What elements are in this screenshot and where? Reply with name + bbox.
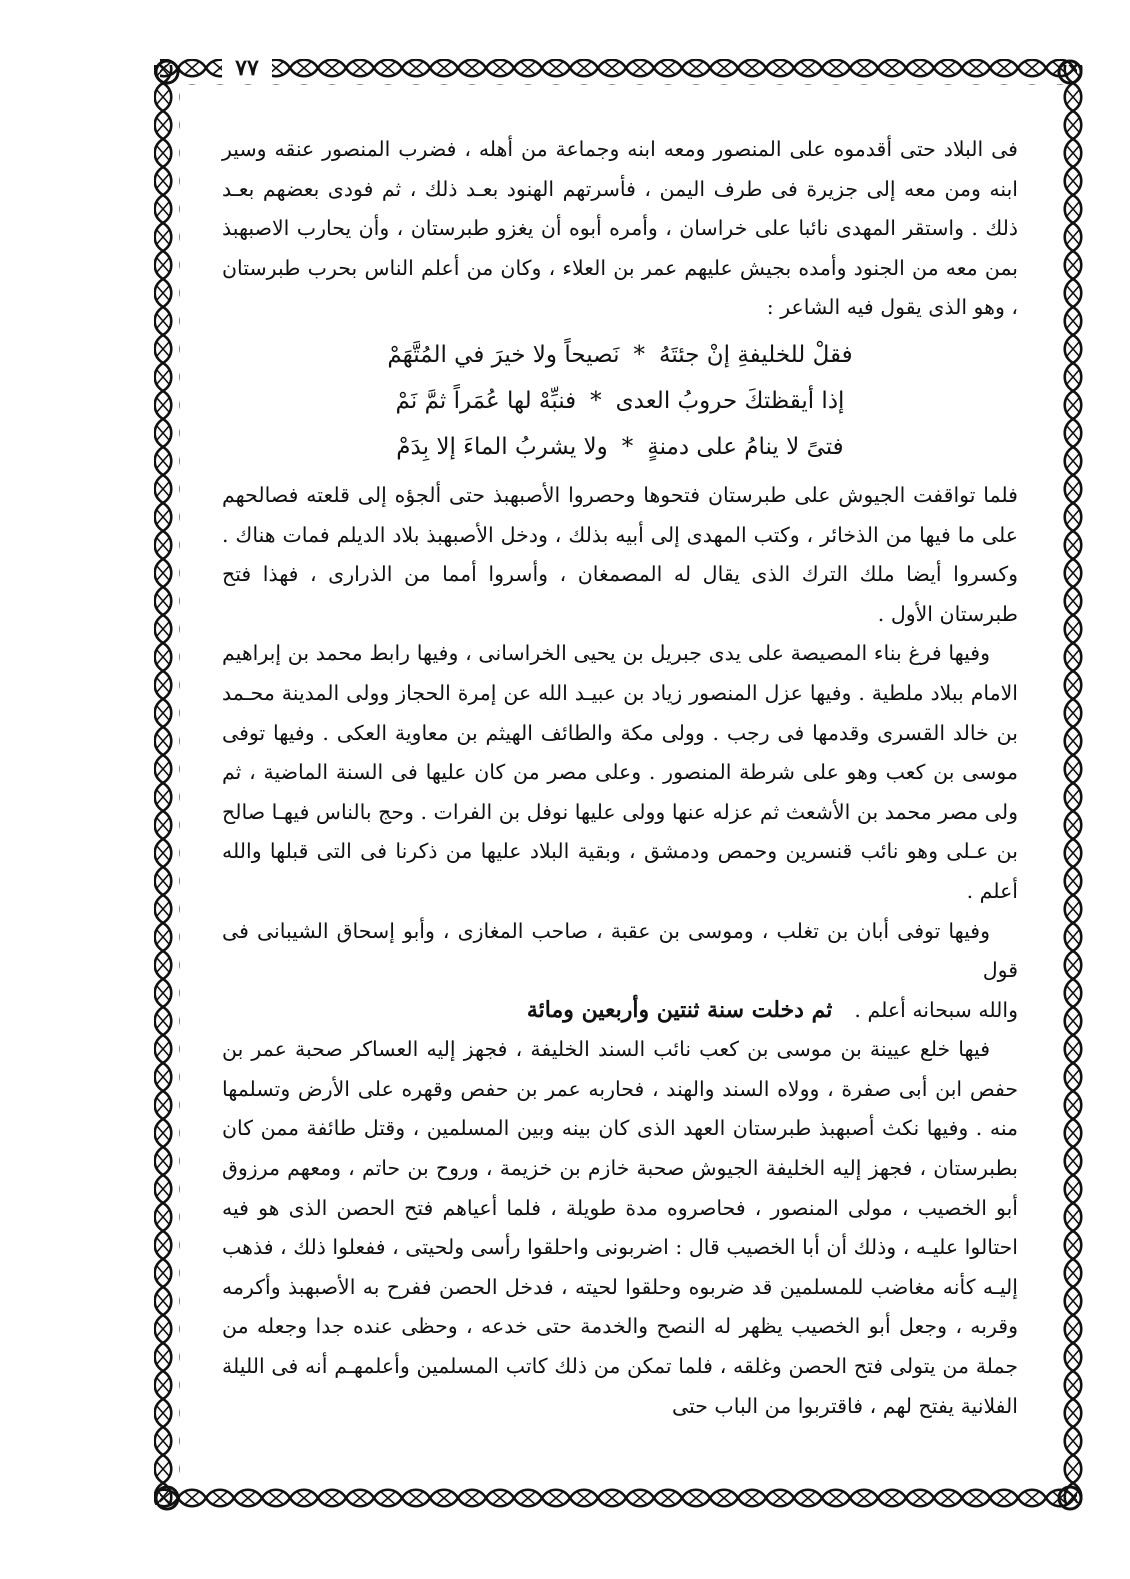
closing-phrase: والله سبحانه أعلم . xyxy=(854,997,1018,1022)
verse-first-hemistich: إذا أيقظتكَ حروبُ العدى xyxy=(615,387,845,414)
verse-second-hemistich: نَصيحاً ولا خيرَ في المُتَّهَمْ xyxy=(387,341,620,368)
page-body xyxy=(222,130,1018,1426)
year-heading: ثم دخلت سنة ثنتين وأربعين ومائة xyxy=(526,996,833,1023)
page-number: ٧٧ xyxy=(222,56,272,80)
star-separator-icon: * xyxy=(590,387,602,414)
poem-verse xyxy=(222,424,1018,470)
paragraph: وفيها توفى أبان بن تغلب ، وموسى بن عقبة ، صاحب المغازى ، وأبو إسحاق الشيبانى فى قول xyxy=(222,918,1018,983)
paragraph: فى البلاد حتى أقدموه على المنصور ومعه ابنه وجماعة من أهله ، فضرب المنصور عنقه وسير ابنه ومن معه إلى جزيرة فى طرف اليمن ، فأسرتهم الهنود بعـد ذلك ، ثم فودى بعضهم بعـد ذلك . واستقر المهدى نائبا على خراسان ، وأمره أبوه أن يغزو طبرستان ، وأن يحارب الاصبهبذ بمن معه من الجنود وأمده بجيش عليهم عمر بن العلاء ، وكان من أعلم الناس بحرب طبرستان ، وهو الذى يقول فيه الشاعر : xyxy=(222,137,1018,320)
poem-verse xyxy=(222,378,1018,424)
star-separator-icon: * xyxy=(621,433,634,460)
verse-second-hemistich: ولا يشربُ الماءَ إلا بِدَمْ xyxy=(396,433,608,460)
poem xyxy=(222,332,1018,470)
closing-and-year-line xyxy=(222,991,1018,1031)
paragraph: وفيها فرغ بناء المصيصة على يدى جبريل بن يحيى الخراسانى ، وفيها رابط محمد بن إبراهيم الامام ببلاد ملطية . وفيها عزل المنصور زياد بن عبيـد الله عن إمرة الحجاز وولى المدينة محـمد بن خالد القسرى وقدمها فى رجب . وولى مكة والطائف الهيثم بن معاوية العكى . وفيها توفى موسى بن كعب وهو على شرطة المنصور . وعلى مصر من كان عليها فى السنة الماضية ، ثم ولى مصر محمد بن الأشعث ثم عزله عنها وولى عليها نوفل بن الفرات . وحج بالناس فيهـا صالح بن عـلى وهو نائب قنسرين وحمص ودمشق ، وبقية البلاد عليها من ذكرنا فى التى قبلها والله أعلم . xyxy=(222,641,1018,903)
verse-first-hemistich: فقلْ للخليفةِ إنْ جئتَهُ xyxy=(658,341,853,368)
star-separator-icon: * xyxy=(633,341,645,368)
paragraph: فيها خلع عيينة بن موسى بن كعب نائب السند الخليفة ، فجهز إليه العساكر صحبة عمر بن حفص ابن أبى صفرة ، وولاه السند والهند ، فحاربه عمر بن حفص وقهره على الأرض وتسلمها منه . وفيها نكث أصبهبذ طبرستان العهد الذى كان بينه وبين المسلمين ، وقتل طائفة ممن كان بطبرستان ، فجهز إليه الخليفة الجيوش صحبة خازم بن خزيمة ، وروح بن حاتم ، ومعهم مرزوق أبو الخصيب ، مولى المنصور ، فحاصروه مدة طويلة ، فلما أعياهم فتح الحصن الذى هو فيه احتالوا عليـه ، وذلك أن أبا الخصيب قال : اضربونى واحلقوا رأسى ولحيتى ، ففعلوا ذلك ، فذهب إليـه كأنه مغاضب للمسلمين قد ضربوه وحلقوا لحيته ، فدخل الحصن ففرح به الأصبهبذ وأكرمه وقربه ، وجعل أبو الخصيب يظهر له النصح والخدمة حتى خدعه ، وحظى عنده جدا وجعله من جملة من يتولى فتح الحصن وغلقه ، فلما تمكن من ذلك كاتب المسلمين وأعلمهـم أنه فى الليلة الفلانية يفتح لهم ، فاقتربوا من الباب حتى xyxy=(222,1037,1018,1418)
verse-first-hemistich: فتىً لا ينامُ على دمنةٍ xyxy=(647,433,844,460)
verse-second-hemistich: فنبِّهْ لها عُمَراً ثمَّ نَمْ xyxy=(395,387,577,414)
paragraph: فلما تواقفت الجيوش على طبرستان فتحوها وحصروا الأصبهبذ حتى ألجؤه إلى قلعته فصالحهم على ما فيها من الذخائر ، وكتب المهدى إلى أبيه بذلك ، ودخل الأصبهبذ بلاد الديلم فمات هناك . وكسروا أيضا ملك الترك الذى يقال له المصمغان ، وأسروا أمما من الذرارى ، فهذا فتح طبرستان الأول . xyxy=(222,482,1018,626)
poem-verse xyxy=(222,332,1018,378)
